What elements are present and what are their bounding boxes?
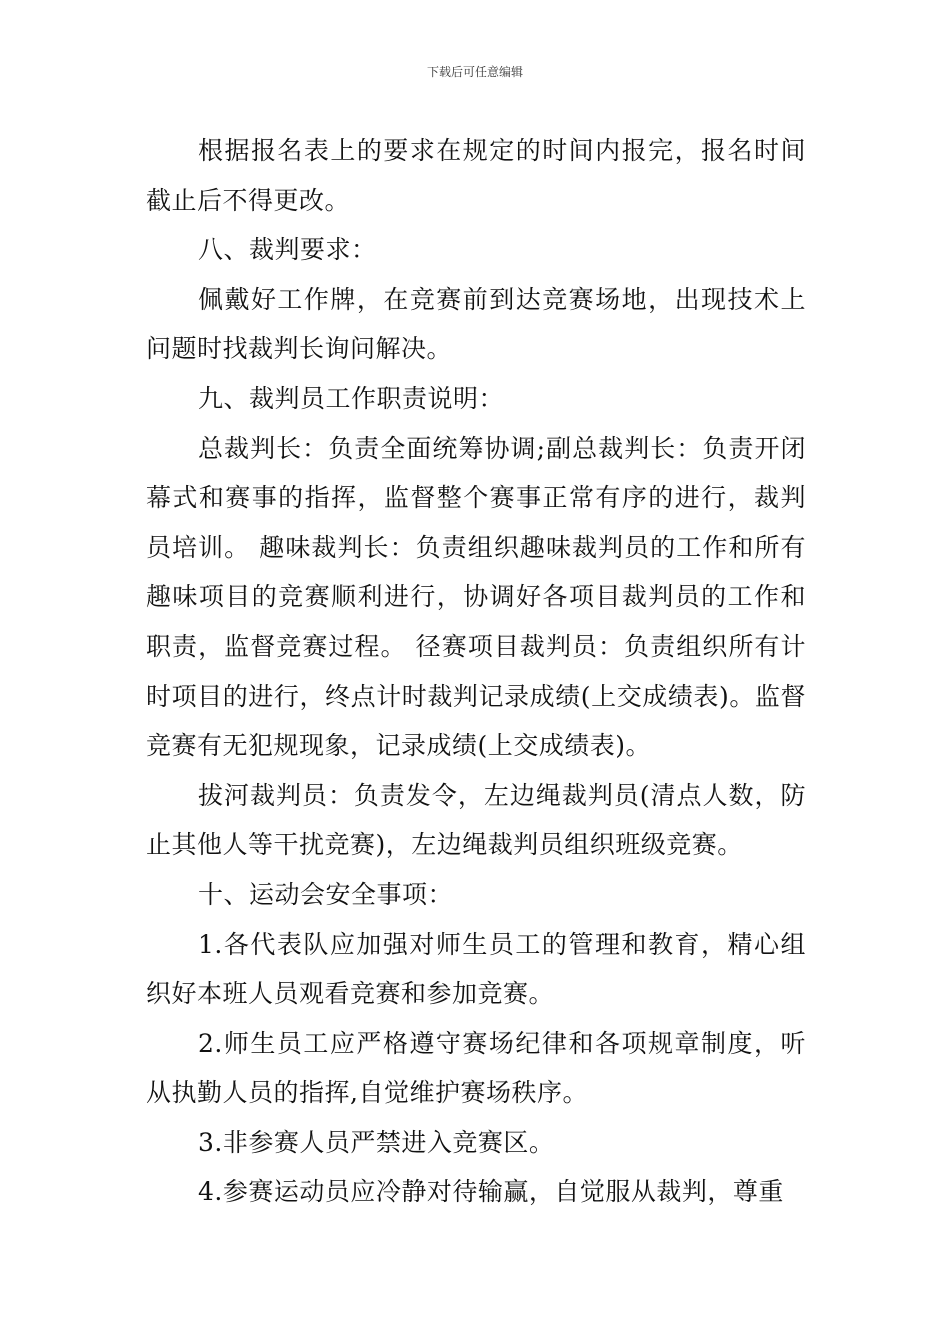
- paragraph-tug-of-war-referee: 拔河裁判员：负责发令，左边绳裁判员(清点人数，防止其他人等干扰竞赛)，左边绳裁判员组织班级竞赛。: [146, 780, 806, 860]
- safety-item-4: 4.参赛运动员应冷静对待输赢，自觉服从裁判，尊重: [198, 1177, 784, 1207]
- safety-item-2: 2.师生员工应严格遵守赛场纪律和各项规章制度，听从执勤人员的指挥,自觉维护赛场秩序。: [146, 1028, 806, 1108]
- heading-referee-duties: 九、裁判员工作职责说明：: [198, 383, 505, 413]
- safety-item-3: 3.非参赛人员严禁进入竞赛区。: [198, 1127, 555, 1157]
- heading-referee-requirements: 八、裁判要求：: [198, 235, 377, 265]
- document-body: [146, 126, 806, 1217]
- safety-item-1: 1.各代表队应加强对师生员工的管理和教育，精心组织好本班人员观看竞赛和参加竞赛。: [146, 929, 806, 1009]
- page-header-note: 下载后可任意编辑: [426, 65, 523, 79]
- heading-safety-matters: 十、运动会安全事项：: [198, 879, 454, 909]
- paragraph-registration: 根据报名表上的要求在规定的时间内报完，报名时间截止后不得更改。: [146, 136, 806, 215]
- paragraph-referee-requirements: 佩戴好工作牌，在竞赛前到达竞赛场地，出现技术上问题时找裁判长询问解决。: [146, 284, 806, 364]
- paragraph-referee-duties: 总裁判长：负责全面统筹协调;副总裁判长：负责开闭幕式和赛事的指挥，监督整个赛事正常有序的进行，裁判员培训。 趣味裁判长：负责组织趣味裁判员的工作和所有趣味项目的竞赛顺利进行，协调好各项目裁判员的工作和职责，监督竞赛过程。 径赛项目裁判员：负责组织所有计时项目的进行，终点计时裁判记录成绩(上交成绩表)。监督竞赛有无犯规现象，记录成绩(上交成绩表)。: [146, 433, 806, 761]
